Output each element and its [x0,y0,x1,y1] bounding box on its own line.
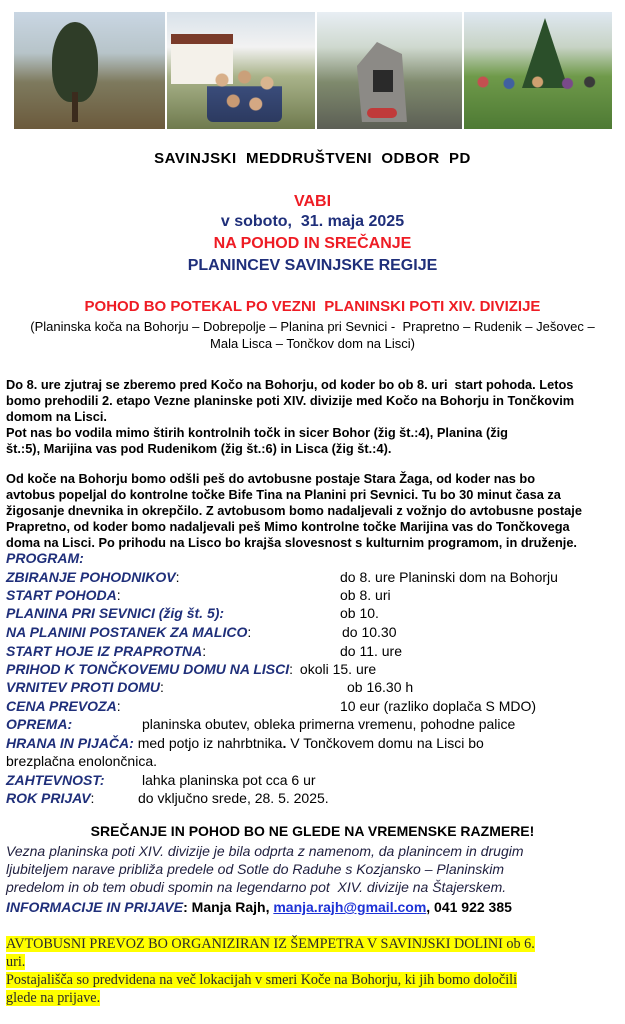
program-sep: : [160,679,164,695]
intro-paragraph-2 [6,471,610,551]
equipment-row [6,715,616,733]
program-value: okoli 15. ure [299,661,377,677]
program-label: PLANINA PRI SEVNICI (žig št. 5): [6,605,225,621]
program-label: START POHODA [6,587,117,603]
program-row [6,642,616,660]
program-value: do 8. ure Planinski dom na Bohorju [340,569,558,585]
difficulty-row [6,771,616,789]
program-row [6,660,616,678]
program-label: START HOJE IZ PRAPROTNA [6,643,203,659]
contact-phone: , 041 922 385 [426,899,512,915]
program-row [6,586,616,604]
event-date: v soboto, 31. maja 2025 [220,213,405,230]
children-group-photo [167,12,315,129]
bus-transport-notice [6,935,618,971]
deadline-label: ROK PRIJAV [6,790,91,806]
food-label: HRANA IN PIJAČA: [6,735,134,751]
equipment-label: OPREMA: [6,716,73,732]
program-label: PRIHOD K TONČKOVEMU DOMU NA LISCI [6,661,290,677]
route-description [20,318,605,352]
equipment-value: planinska obutev, obleka primerna vremenu, pohodne palice [142,716,516,732]
text-line: Od koče na Bohorju bomo odšli peš do avtobusne postaje Stara Žaga, od koder nas bo [6,471,536,486]
program-label: VRNITEV PROTI DOMU [6,679,161,695]
program-value: do 10.30 [342,624,397,640]
deadline-row [6,789,616,807]
program-sep: : [247,624,252,640]
text-line: bomo prehodili 2. etapo Vezne planinske poti XIV. divizije med Kočo na Bohorju in Tončkovim [6,393,575,408]
highlight-line: AVTOBUSNI PREVOZ BO ORGANIZIRAN IZ ŠEMPETRA V SAVINJSKI DOLINI ob 6. [6,936,535,952]
program-row [6,604,616,622]
deadline-sep: : [90,790,95,806]
program-sep: : [116,698,121,714]
text-line: ljubiteljem narave približa predele od Sotle do Raduhe s Kozjansko – Planinskim [6,861,505,877]
event-region: PLANINCEV SAVINJSKE REGIJE [187,257,438,274]
program-value: 10 eur (razliko doplača S MDO) [340,698,537,714]
program-row [6,697,616,715]
memorial-stone-photo [317,12,462,129]
program-value: ob 10. [340,605,379,621]
program-sep: : [202,643,207,659]
text-line: avtobus popeljal do kontrolne točke Bife Tina na Planini pri Sevnici. Tu bo 30 minut časa za [6,487,561,502]
text-line: št.:5), Marijina vas pod Rudenikom (žig št.:6) in Lisca (žig št.:4). [6,441,392,456]
text-line: predelom in ob tem obudi spomin na legendarno pot XIV. divizije na Štajerskem. [6,879,507,895]
contact-info [6,898,618,916]
program-value: do 11. ure [340,643,403,659]
program-heading: PROGRAM: [6,550,84,566]
text-line: domom na Lisci. [6,409,107,424]
photo-strip [14,12,612,129]
program-row [6,568,616,586]
food-row: HRANA IN PIJAČA: med potjo iz nahrbtnika. V Tončkovem domu na Lisci bo brezplačna enolončnica. [6,734,606,770]
highlight-line: glede na prijave. [6,990,101,1006]
program-row [6,623,616,641]
weather-notice: SREČANJE IN POHOD BO NE GLEDE NA VREMENSKE RAZMERE! [90,823,535,839]
contact-email-link[interactable]: manja.rajh@gmail.com [273,899,427,915]
invite-heading: VABI [293,193,332,210]
food-value-cont: V Tončkovem domu na Lisci bo [286,735,484,751]
forest-hill-photo [14,12,165,129]
program-value: ob 16.30 h [347,679,414,695]
contact-name: : Manja Rajh, [183,899,274,915]
text-line: Do 8. ure zjutraj se zberemo pred Kočo na Bohorju, od koder bo ob 8. uri start pohoda. Letos [6,377,574,392]
route-line: Mala Lisca – Tončkov dom na Lisci) [210,336,415,351]
organization-title: SAVINJSKI MEDDRUŠTVENI ODBOR PD [154,150,471,167]
highlight-line: uri. [6,954,26,970]
intro-paragraph-1 [6,377,610,457]
food-value: med potjo iz nahrbtnika [133,735,283,751]
text-line: doma na Lisci. Po prihodu na Lisco bo krajša slovesnost s kulturnim programom, in druženje. [6,535,577,550]
difficulty-value: lahka planinska pot cca 6 ur [142,772,316,788]
text-line: Pot nas bo vodila mimo štirih kontrolnih točk in sicer Bohor (žig št.:4), Planina (žig [6,425,508,440]
event-name: NA POHOD IN SREČANJE [213,235,412,252]
program-sep: : [116,587,121,603]
bus-stops-notice [6,971,618,1007]
route-line: (Planinska koča na Bohorju – Dobrepolje – Planina pri Sevnici - Prapretno – Rudenik – Ješovec – [30,319,595,334]
program-value: ob 8. uri [340,587,391,603]
route-title: POHOD BO POTEKAL PO VEZNI PLANINSKI POTI XIV. DIVIZIJE [84,298,541,315]
program-row [6,678,616,696]
program-label: NA PLANINI POSTANEK ZA MALICO [6,624,248,640]
text-line: Vezna planinska poti XIV. divizije je bila odprta z namenom, da planincem in drugim [6,843,524,859]
program-sep: : [175,569,180,585]
deadline-value: do vključno srede, 28. 5. 2025. [138,790,329,806]
hikers-meadow-photo [464,12,612,129]
food-value-line2: brezplačna enolončnica. [6,753,157,769]
difficulty-label: ZAHTEVNOST: [6,772,105,788]
text-line: Prapretno, od koder bomo nadaljevali peš Mimo kontrolne točke Marijina vas do Tončkovega [6,519,570,534]
highlight-line: Postajališča so predvidena na več lokacijah v smeri Koče na Bohorju, ki jih bomo določili [6,972,518,988]
program-label: ZBIRANJE POHODNIKOV [6,569,176,585]
program-sep: : [289,661,294,677]
contact-label: INFORMACIJE IN PRIJAVE [6,899,184,915]
text-line: žigosanje dnevnika in okrepčilo. Z avtobusom bomo nadaljevali z vožnjo do avtobusne postaje [6,503,582,518]
program-label: CENA PREVOZA [6,698,117,714]
route-history-paragraph [6,842,616,896]
